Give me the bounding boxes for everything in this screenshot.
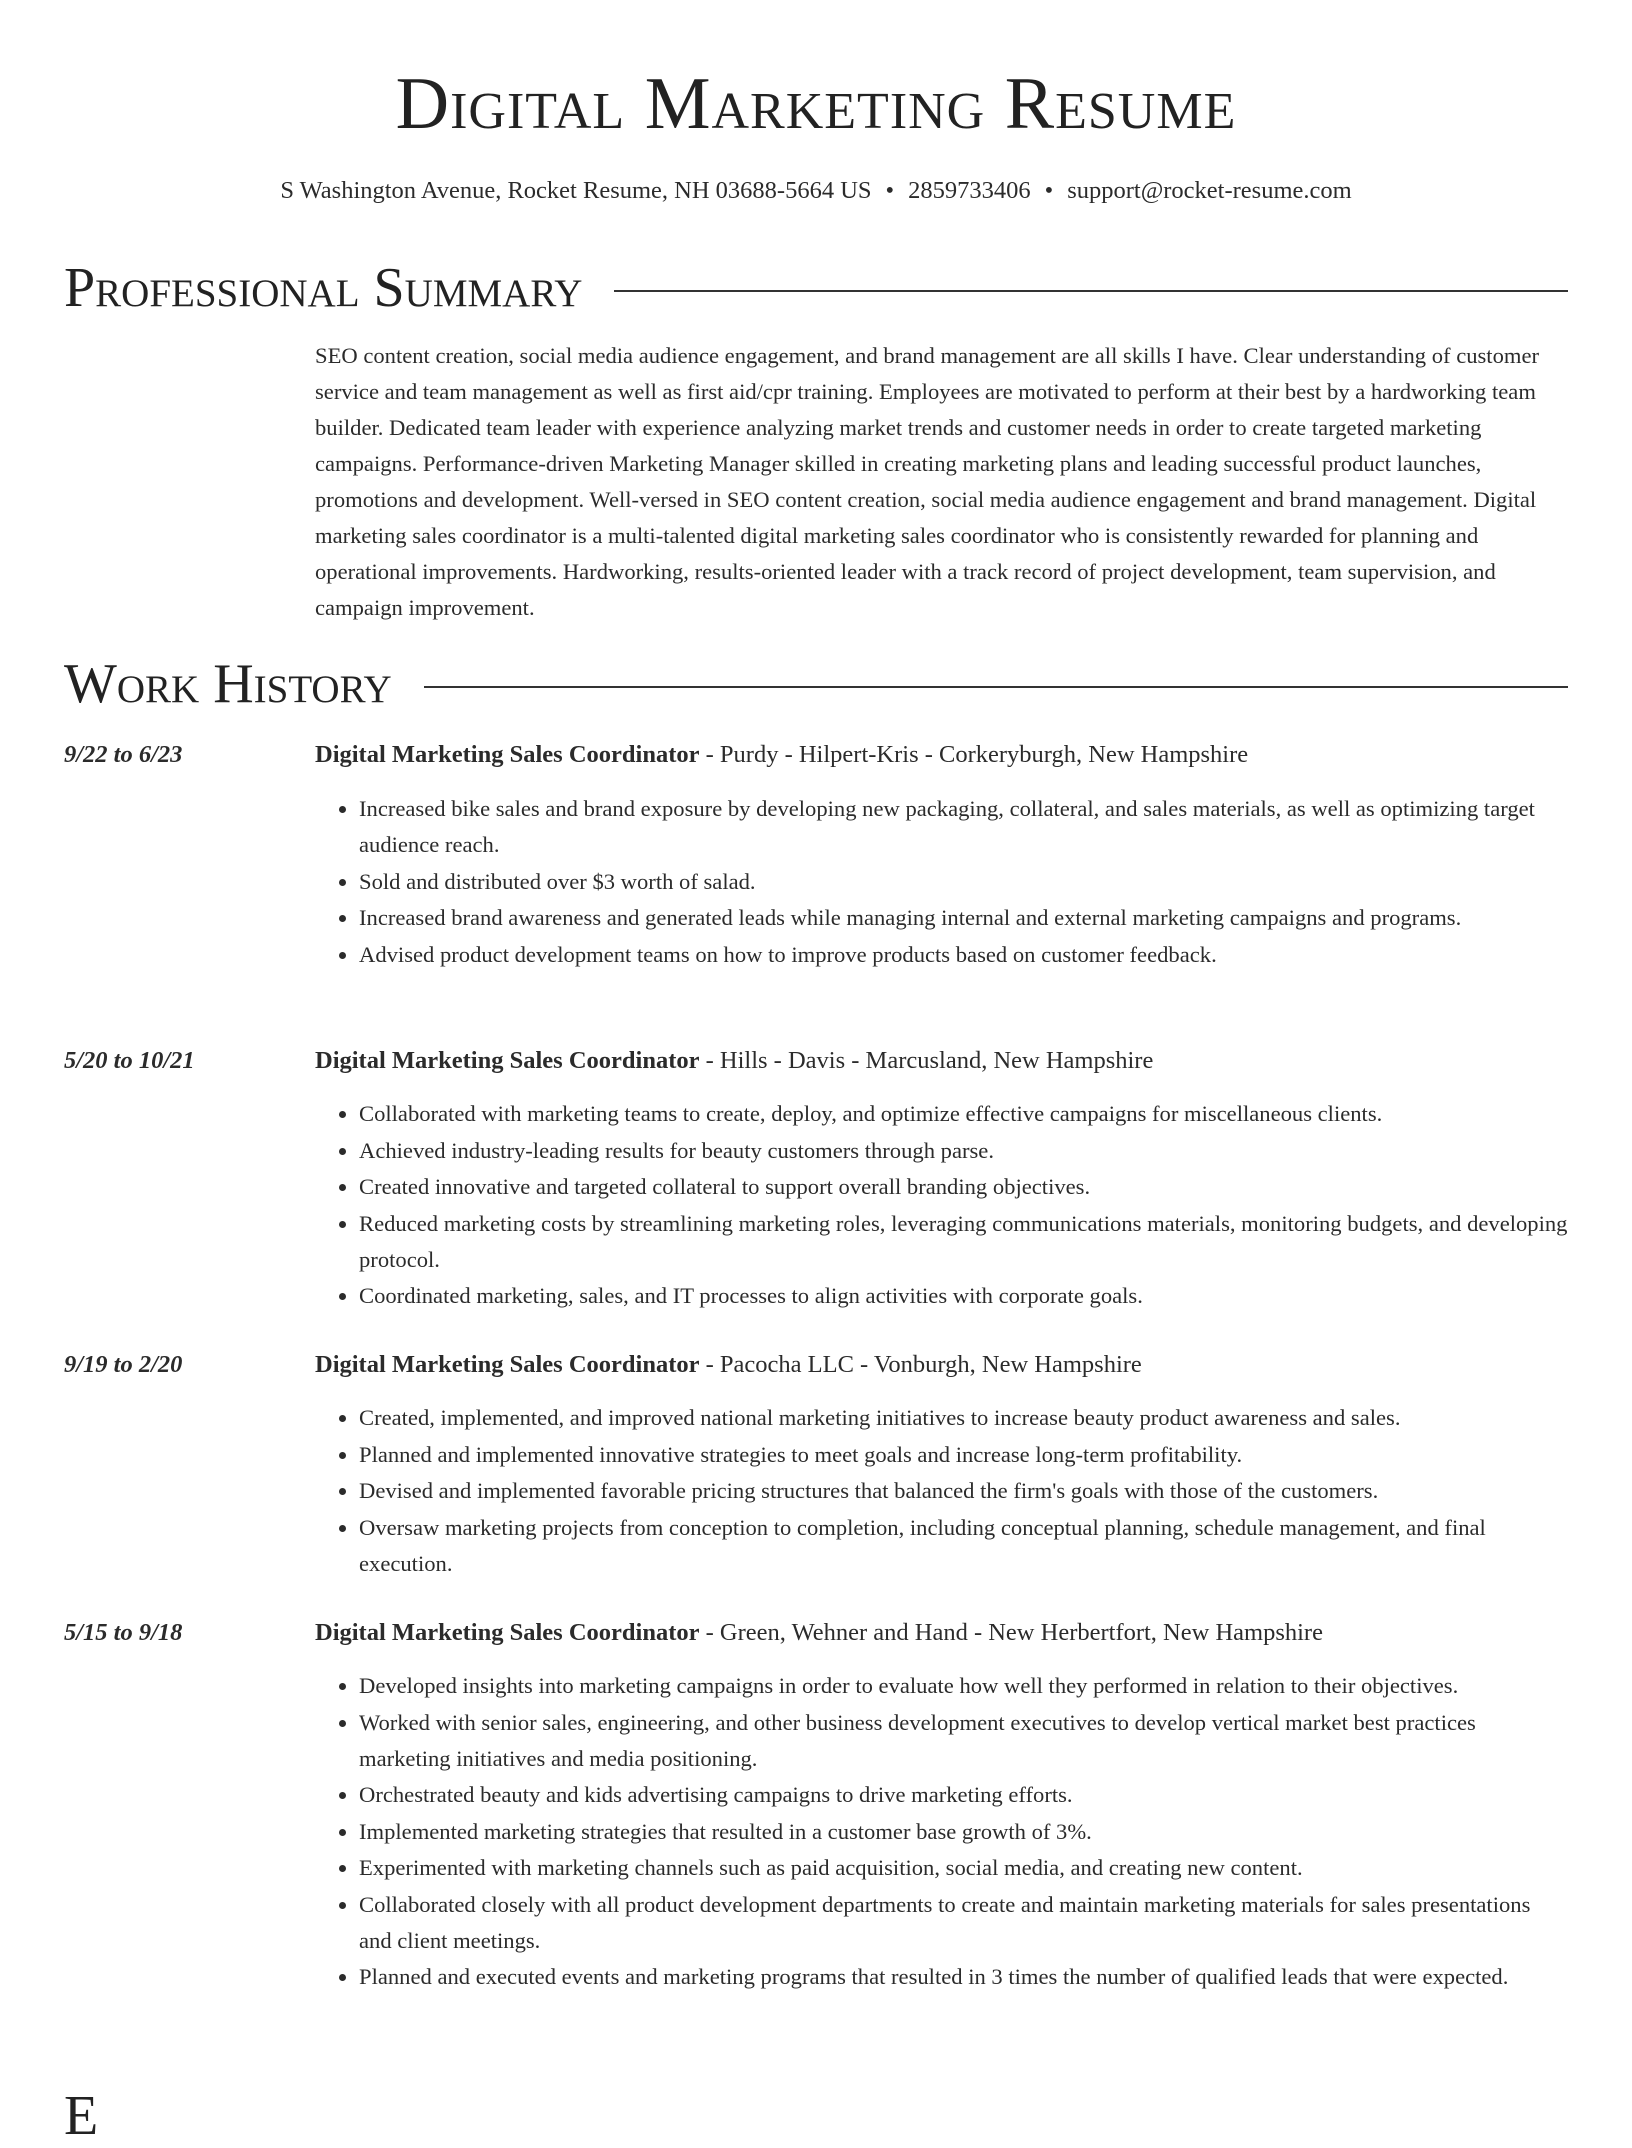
contact-email: support@rocket-resume.com xyxy=(1067,177,1352,204)
list-item: • Implemented marketing strategies that resulted in a customer base growth of 3%. xyxy=(359,1814,1568,1850)
list-item: • Increased bike sales and brand exposure by developing new packaging, collateral, and sales materials, as well as optimizing target audience reach. xyxy=(359,791,1568,863)
summary-text: SEO content creation, social media audience engagement, and brand management are all skills I have. Clear understanding of customer service and team management as well as first aid/cpr training. Employees are motivated to perform at their best by a hardworking team builder. Dedicated team leader with experience analyzing market trends and customer needs in order to create targeted marketing campaigns. Performance-driven Marketing Manager skilled in creating marketing plans and leading successful product launches, promotions and development. Well-versed in SEO content creation, social media audience engagement and brand management. Digital marketing sales coordinator is a multi-talented digital marketing sales coordinator who is consistently rewarded for planning and operational improvements. Hardworking, results-oriented leader with a track record of project development, team supervision, and campaign improvement. xyxy=(315,343,1540,620)
job-title: Digital Marketing Sales Coordinator xyxy=(315,1351,700,1378)
list-item: • Sold and distributed over $3 worth of salad. xyxy=(359,864,1568,900)
job-bullets xyxy=(315,1668,1568,1996)
job-heading xyxy=(315,1347,1568,1383)
job-bullets xyxy=(315,791,1568,973)
job-bullets xyxy=(315,1096,1568,1315)
list-item: • Experimented with marketing channels such as paid acquisition, social media, and creating new content. xyxy=(359,1850,1568,1886)
job-dates: 5/15 to 9/18 xyxy=(64,1619,183,1646)
list-item: • Advised product development teams on how to improve products based on customer feedback. xyxy=(359,937,1568,973)
list-item: • Devised and implemented favorable pricing structures that balanced the firm's goals with those of the customers. xyxy=(359,1473,1568,1509)
list-item: • Achieved industry-leading results for beauty customers through parse. xyxy=(359,1133,1568,1169)
job-details: - Pacocha LLC - Vonburgh, New Hampshire xyxy=(699,1351,1142,1378)
job-heading xyxy=(315,1615,1568,1651)
job-title: Digital Marketing Sales Coordinator xyxy=(315,1047,700,1074)
job-title: Digital Marketing Sales Coordinator xyxy=(315,1619,700,1646)
list-item: • Created innovative and targeted collateral to support overall branding objectives. xyxy=(359,1169,1568,1205)
list-item: • Collaborated closely with all product development departments to create and maintain marketing materials for sales presentations and client meetings. xyxy=(359,1887,1568,1959)
list-item: • Oversaw marketing projects from conception to completion, including conceptual planning, schedule management, and final execution. xyxy=(359,1510,1568,1582)
section-divider xyxy=(424,686,1568,688)
job-details: - Hills - Davis - Marcusland, New Hampshire xyxy=(699,1047,1154,1074)
contact-phone: 2859733406 xyxy=(908,177,1031,204)
contact-separator: • xyxy=(885,177,895,204)
job-details: - Green, Wehner and Hand - New Herbertfort, New Hampshire xyxy=(699,1619,1323,1646)
section-title-work-history: Work History xyxy=(64,653,392,715)
list-item: • Planned and executed events and marketing programs that resulted in 3 times the number of qualified leads that were expected. xyxy=(359,1959,1568,1995)
list-item: • Coordinated marketing, sales, and IT processes to align activities with corporate goals. xyxy=(359,1278,1568,1314)
contact-line xyxy=(0,174,1632,208)
list-item: • Worked with senior sales, engineering, and other business development executives to develop vertical market best practices marketing initiatives and media positioning. xyxy=(359,1705,1568,1777)
section-title-summary: Professional Summary xyxy=(64,257,583,319)
job-heading xyxy=(315,737,1568,773)
section-header-summary xyxy=(64,256,1568,320)
section-divider xyxy=(614,290,1568,292)
job-dates: 5/20 to 10/21 xyxy=(64,1047,195,1074)
list-item: • Increased brand awareness and generated leads while managing internal and external marketing campaigns and programs. xyxy=(359,900,1568,936)
contact-separator: • xyxy=(1044,177,1054,204)
list-item: • Created, implemented, and improved national marketing initiatives to increase beauty product awareness and sales. xyxy=(359,1400,1568,1436)
job-heading xyxy=(315,1043,1568,1079)
list-item: • Orchestrated beauty and kids advertising campaigns to drive marketing efforts. xyxy=(359,1777,1568,1813)
list-item: • Developed insights into marketing campaigns in order to evaluate how well they performed in relation to their objectives. xyxy=(359,1668,1568,1704)
job-details: - Purdy - Hilpert-Kris - Corkeryburgh, New Hampshire xyxy=(699,741,1249,768)
list-item: • Planned and implemented innovative strategies to meet goals and increase long-term profitability. xyxy=(359,1437,1568,1473)
job-title: Digital Marketing Sales Coordinator xyxy=(315,741,700,768)
job-bullets xyxy=(315,1400,1568,1582)
section-header-work-history xyxy=(64,652,1568,716)
resume-title: Digital Marketing Resume xyxy=(395,63,1237,145)
job-dates: 9/19 to 2/20 xyxy=(64,1351,183,1378)
job-dates: 9/22 to 6/23 xyxy=(64,741,183,768)
contact-address: S Washington Avenue, Rocket Resume, NH 03688-5664 US xyxy=(280,177,872,204)
list-item: • Reduced marketing costs by streamlining marketing roles, leveraging communications materials, monitoring budgets, and developing protocol. xyxy=(359,1206,1568,1278)
list-item: • Collaborated with marketing teams to create, deploy, and optimize effective campaigns for miscellaneous clients. xyxy=(359,1096,1568,1132)
section-title-next-partial: E xyxy=(64,2085,99,2147)
